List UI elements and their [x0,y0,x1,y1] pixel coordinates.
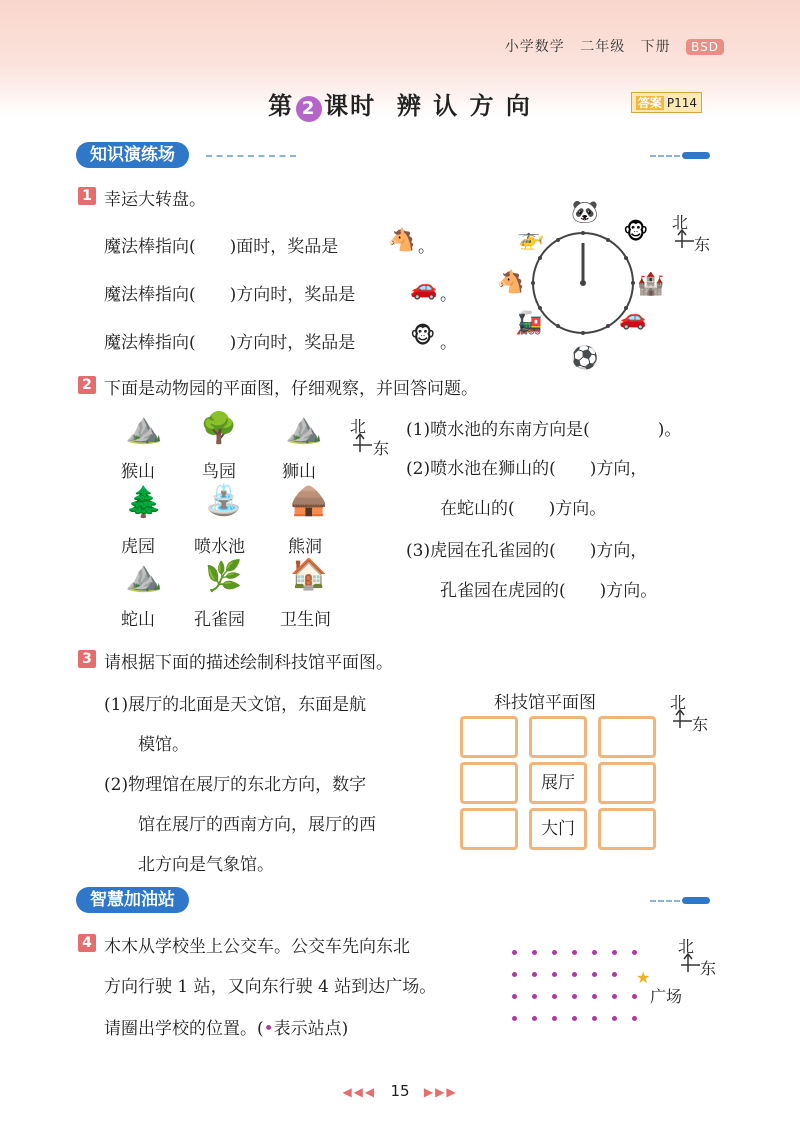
station-dot[interactable] [572,972,577,977]
q4-line-1: 木木从学校坐上公交车。公交车先向东北 [104,937,410,957]
header-info [495,36,724,56]
station-dot[interactable] [572,1016,577,1021]
q2-sub-3b: 孔雀园在虎园的( )方向。 [440,581,658,601]
question-number: 1 [78,187,96,205]
station-dot[interactable] [632,950,637,955]
station-dot[interactable] [592,950,597,955]
q4-line-3: 请圈出学校的位置。(•表示站点) [104,1019,349,1039]
page-title: 第 2 课时 辨 认 方 向 [268,92,532,120]
station-dot[interactable] [632,994,637,999]
wheel-monkey-icon: 🐵 [623,220,649,245]
place-bird-garden: 鸟园 [202,462,236,482]
monkey-icon: 🐵 [410,324,436,349]
q1-line-1: 魔法棒指向( )面时，奖品是 [104,237,339,257]
station-dot[interactable] [512,950,517,955]
car-icon: 🚗 [410,276,438,301]
place-fountain: 喷水池 [194,537,245,557]
castle-icon: 🏰 [637,272,665,297]
train-icon: 🚂 [515,311,543,336]
map-cell-nw[interactable] [460,716,518,758]
section-divider-right [650,900,680,902]
section-practice: 知识演练场 [76,142,189,168]
q1-line-3: 魔法棒指向( )方向时，奖品是 [104,333,356,353]
station-dot[interactable] [552,994,557,999]
rocking-horse-icon: 🐴 [388,228,416,253]
question-number: 4 [78,934,96,952]
station-dot[interactable] [612,994,617,999]
place-snake-hill: 蛇山 [121,610,155,630]
compass-east: 东 [373,439,390,458]
mountain-icon: ⛰️ [125,411,163,446]
tiger-garden-icon: 🌲 [125,485,163,520]
map-cell-e[interactable] [598,762,656,804]
bird-garden-icon: 🌳 [200,411,238,446]
compass-east: 东 [692,715,709,734]
map-cell-n[interactable] [529,716,587,758]
edition-badge: BSD [686,39,724,55]
map-cell-gate: 大门 [529,808,587,850]
station-dot[interactable] [612,1016,617,1021]
subject: 小学数学 [504,39,565,55]
q2-title: 下面是动物园的平面图，仔细观察，并回答问题。 [104,379,478,399]
q2-sub-3a: (3)虎园在孔雀园的( )方向， [406,541,648,561]
compass-east: 东 [700,959,717,978]
compass-north: 北 [350,417,367,436]
section-divider [206,155,296,157]
station-dot[interactable] [512,972,517,977]
ball-icon: ⚽ [571,346,599,371]
restroom-icon: 🏠 [290,557,328,592]
question-number: 2 [78,376,96,394]
station-dot[interactable] [532,972,537,977]
place-restroom: 卫生间 [280,610,331,630]
compass-north: 北 [678,937,695,956]
station-dot[interactable] [532,1016,537,1021]
station-dot[interactable] [552,950,557,955]
station-dot[interactable] [592,972,597,977]
section-divider-right [650,155,680,157]
prize-wheel [495,195,670,380]
compass-arrow-icon [672,708,694,730]
page-number: 15 [390,1082,410,1100]
q3-line-2: 模馆。 [138,735,189,755]
star-icon: ★ [636,968,651,987]
station-dot[interactable] [572,950,577,955]
q4-line-2: 方向行驶 1 站，又向东行驶 4 站到达广场。 [104,977,437,997]
helicopter-icon: 🚁 [517,226,545,251]
station-dot[interactable] [512,1016,517,1021]
q2-sub-2b: 在蛇山的( )方向。 [440,499,607,519]
station-dot[interactable] [612,950,617,955]
place-tiger-garden: 虎园 [121,537,155,557]
question-number: 3 [78,650,96,668]
compass-arrow-icon [352,432,374,454]
q1-line-2: 魔法棒指向( )方向时，奖品是 [104,285,356,305]
map-cell-w[interactable] [460,762,518,804]
next-arrows-icon: ▶▶▶ [423,1085,458,1099]
station-dot[interactable] [552,972,557,977]
snake-hill-icon: ⛰️ [125,559,163,594]
station-dot[interactable] [512,994,517,999]
wheel-car-icon: 🚗 [619,306,647,331]
prev-arrows-icon: ◀◀◀ [342,1085,377,1099]
compass-north: 北 [670,693,687,712]
grade: 二年级 [580,39,626,55]
station-dot[interactable] [532,950,537,955]
q1-title: 幸运大转盘。 [104,190,206,210]
compass-east: 东 [694,235,711,254]
page-footer [0,1082,800,1100]
station-dot[interactable] [612,972,617,977]
place-peacock-garden: 孔雀园 [194,610,245,630]
volume: 下册 [640,39,671,55]
map-cell-hall: 展厅 [529,762,587,804]
lion-hill-icon: ⛰️ [285,411,323,446]
lesson-name: 辨 认 方 向 [396,92,532,120]
q3-title: 请根据下面的描述绘制科技馆平面图。 [104,653,393,673]
compass-arrow-icon [680,952,702,974]
pencil-icon [682,152,710,159]
map-cell-ne[interactable] [598,716,656,758]
answer-reference[interactable]: 答案 P114 [631,92,702,113]
section-boost: 智慧加油站 [76,887,189,913]
station-grid[interactable] [512,950,662,1030]
fountain-icon: ⛲ [205,483,243,518]
map-cell-sw[interactable] [460,808,518,850]
q3-line-3: (2)物理馆在展厅的东北方向，数字 [104,775,367,795]
q3-line-5: 北方向是气象馆。 [138,855,274,875]
map-cell-se[interactable] [598,808,656,850]
map-title: 科技馆平面图 [494,693,596,713]
compass-arrow-icon [674,228,696,250]
station-dot[interactable] [592,994,597,999]
station-dot[interactable] [632,1016,637,1021]
lesson-number: 2 [296,96,322,122]
q2-sub-2a: (2)喷水池在狮山的( )方向， [406,459,648,479]
plaza-label: 广场 [650,987,683,1006]
station-dot[interactable] [592,1016,597,1021]
bear-cave-icon: 🛖 [290,483,328,518]
station-dot[interactable] [572,994,577,999]
q3-line-1: (1)展厅的北面是天文馆，东面是航 [104,695,367,715]
panda-icon: 🐼 [571,200,599,225]
q3-line-4: 馆在展厅的西南方向，展厅的西 [138,815,376,835]
compass-north: 北 [672,213,689,232]
place-bear-cave: 熊洞 [288,537,322,557]
wheel-horse-icon: 🐴 [497,270,525,295]
place-lion-hill: 狮山 [282,462,316,482]
station-dot[interactable] [552,1016,557,1021]
peacock-garden-icon: 🌿 [205,559,243,594]
q2-sub-1: (1)喷水池的东南方向是( )。 [406,420,682,440]
place-monkey-hill: 猴山 [121,462,155,482]
pencil-icon [682,897,710,904]
station-dot[interactable] [532,994,537,999]
